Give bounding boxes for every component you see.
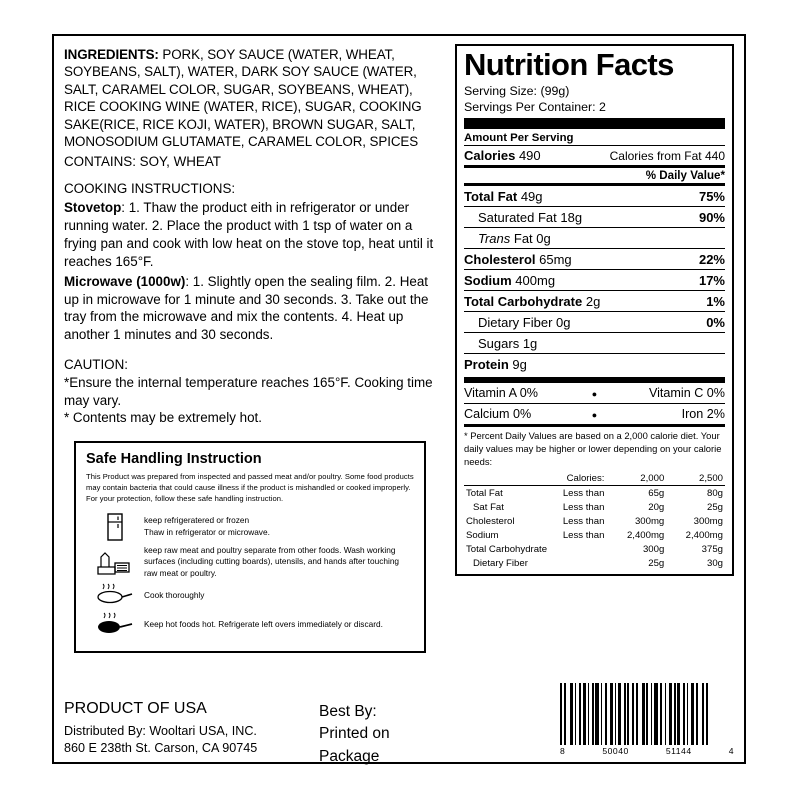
dv-col-blank (464, 471, 556, 486)
dv-2500: 80g (706, 487, 723, 499)
dv-label: Total Carbohydrate (466, 543, 548, 555)
best-by-label: Best By: (319, 703, 377, 720)
dv-2000: 300mg (634, 515, 665, 527)
amount-per-serving: Amount Per Serving (464, 132, 574, 145)
dv-table-row (464, 486, 725, 501)
barcode-area (560, 683, 734, 756)
dv-2500: 375g (701, 543, 723, 555)
distributor-block (64, 723, 257, 757)
dv-2500: 30g (706, 557, 723, 569)
dv-2000: 300g (642, 543, 665, 555)
dv-label: Cholesterol (466, 515, 515, 527)
dv-qual: Less than (562, 501, 605, 513)
cutting-board-icon (86, 547, 144, 577)
vitamin-row-1 (464, 383, 725, 403)
right-panel (447, 36, 744, 762)
safe-handling-row (86, 512, 414, 542)
barcode-digits (560, 746, 734, 756)
nutrient-pct: 1% (706, 293, 725, 309)
serving-size: Serving Size: (99g) (464, 83, 570, 98)
safe-handling-row-text: Cook thoroughly (144, 590, 205, 601)
calories-from-fat: Calories from Fat 440 (609, 149, 725, 164)
vitamin-c: Vitamin C 0% (648, 386, 725, 401)
product-of-text: PRODUCT OF USA (64, 700, 207, 717)
nutrient-row-total-fat (464, 183, 725, 206)
footer-left (54, 696, 447, 765)
safe-handling-row (86, 583, 414, 609)
hot-pan-icon (86, 612, 144, 638)
dv-2000: 25g (648, 557, 665, 569)
thick-divider (464, 118, 725, 129)
calories-label-value (464, 148, 541, 163)
nutrient-pct: 0% (706, 314, 725, 330)
nutrient-row-sodium (464, 269, 725, 290)
best-by-block (319, 701, 447, 768)
nutrient-name: Cholesterol 65mg (464, 251, 572, 267)
servings-per-container: Servings Per Container: 2 (464, 99, 606, 114)
safe-handling-rows (86, 512, 414, 638)
nutrient-row-cholesterol (464, 248, 725, 269)
microwave-label: Microwave (1000w) (64, 273, 186, 289)
nutrient-name: Sodium 400mg (464, 272, 556, 288)
barcode-left-digit: 8 (560, 746, 566, 756)
dv-qual: Less than (562, 515, 605, 527)
safe-handling-row (86, 545, 414, 580)
ingredients-header: INGREDIENTS: (64, 47, 159, 62)
dv-table-header (464, 471, 725, 486)
dv-table-row (464, 556, 725, 570)
separator-dot: ● (591, 389, 598, 400)
daily-value-table (464, 471, 725, 570)
nutrient-name: Total Fat 49g (464, 188, 543, 204)
nutrition-facts-panel (455, 44, 734, 576)
nutrient-pct: 22% (698, 251, 725, 267)
dv-label: Dietary Fiber (473, 557, 528, 569)
dv-2500: 300mg (693, 515, 723, 527)
dv-2000: 65g (648, 487, 665, 499)
calories-label: Calories (464, 148, 516, 164)
safe-handling-row-text: keep raw meat and poultry separate from other foods. Wash working surfaces (including cutting boards), utensils, and hands after touching raw meat or poultry. (144, 544, 400, 579)
nutrient-row-trans-fat (464, 227, 725, 248)
dv-col-2500: 2,500 (680, 471, 725, 486)
nutrient-row-dietary-fiber (464, 311, 725, 332)
safe-handling-body: This Product was prepared from inspected and passed meat and/or poultry. Some food products may contain bacteria that could cause illness if the product is mishandled or cooked improperly. For your protection, follow these safe handling instruction. (86, 472, 414, 503)
safe-handling-title: Safe Handling Instruction (86, 451, 262, 468)
safe-handling-row (86, 612, 414, 638)
nutrition-facts-title: Nutrition Facts (464, 47, 674, 82)
ingredients-block (64, 46, 439, 151)
vitamin-a: Vitamin A 0% (464, 386, 538, 401)
refrigerator-icon (86, 512, 144, 542)
dv-table-row (464, 542, 725, 556)
daily-value-footnote: * Percent Daily Values are based on a 2,000 calorie diet. Your daily values may be higher or lower depending on your calorie needs: (464, 430, 722, 467)
microwave-text: : 1. Slightly open the sealing film. 2. Heat up in microwave for 1 minute and 30 seconds. 3. Take out the tray from the microwave and mix the contents. 4. Heat up another 1 minutes and 30 seconds. (64, 273, 429, 343)
dv-2000: 2,400mg (626, 529, 665, 541)
barcode-group-2: 51144 (665, 746, 692, 756)
stovetop-instructions (64, 199, 439, 270)
nutrient-pct: 75% (698, 188, 725, 204)
safe-handling-row-text: keep refrigeratered or frozen Thaw in refrigerator or microwave. (144, 514, 270, 537)
dv-qual (556, 542, 620, 556)
dv-col-calories-label: Calories: (556, 471, 620, 486)
dv-qual (556, 556, 620, 570)
dv-qual: Less than (562, 529, 605, 541)
dv-label: Sodium (466, 529, 499, 541)
calories-value: 490 (518, 148, 541, 164)
nutrient-name: Trans Fat 0g (478, 230, 551, 246)
nutrient-name: Dietary Fiber 0g (478, 314, 571, 330)
dv-2000: 20g (648, 501, 665, 513)
safe-handling-box (74, 441, 426, 653)
safe-handling-row-text: Keep hot foods hot. Refrigerate left overs immediately or discard. (144, 619, 383, 630)
calcium: Calcium 0% (464, 407, 532, 422)
stovetop-label: Stovetop (64, 200, 122, 216)
dv-table-row (464, 528, 725, 542)
dv-table-row (464, 514, 725, 528)
skillet-icon (86, 583, 144, 609)
dv-label: Total Fat (466, 487, 503, 499)
dv-qual: Less than (562, 487, 605, 499)
distributed-by: Distributed By: Wooltari USA, INC. (64, 724, 257, 738)
daily-value-header: % Daily Value* (645, 169, 725, 183)
left-panel (54, 36, 447, 765)
caution-line-1: *Ensure the internal temperature reaches 165°F. Cooking time may vary. (64, 374, 433, 408)
nutrient-row-total-carbohydrate (464, 290, 725, 311)
nutrient-row-saturated-fat (464, 206, 725, 227)
dv-table-row (464, 500, 725, 514)
upc-barcode (560, 683, 734, 745)
nutrient-name: Saturated Fat 18g (478, 209, 583, 225)
calories-row (464, 146, 725, 165)
dv-label: Sat Fat (473, 501, 504, 513)
caution-block (64, 356, 439, 427)
contains-statement: CONTAINS: SOY, WHEAT (64, 153, 221, 169)
distributor-address: 860 E 238th St. Carson, CA 90745 (64, 741, 258, 756)
barcode-group-1: 50040 (602, 746, 629, 756)
nutrient-name: Sugars 1g (478, 335, 538, 351)
microwave-instructions (64, 273, 439, 344)
ingredients-text: PORK, SOY SAUCE (WATER, WHEAT, SOYBEANS, SALT), WATER, DARK SOY SAUCE (WATER, SALT, CARAMEL COLOR, SUGAR, SOYBEANS, WHEAT), RICE COOKING WINE (WATER, RICE), SUGAR, COOKING SAKE(RICE, RICE KOJI, WATER), BROWN SUGAR, SALT, MONOSODIUM GLUTAMATE, CARAMEL COLOR, SPICES (64, 47, 422, 150)
cooking-instructions-title: COOKING INSTRUCTIONS: (64, 180, 236, 196)
nutrient-pct: 90% (698, 209, 725, 225)
barcode-right-digit: 4 (728, 746, 734, 756)
separator-dot: ● (591, 410, 598, 421)
nutrient-row-sugars (464, 332, 725, 353)
nutrient-name: Protein 9g (464, 356, 527, 372)
caution-line-2: * Contents may be extremely hot. (64, 410, 262, 426)
best-by-value: Printed on Package (319, 725, 390, 765)
stovetop-text: : 1. Thaw the product eith in refrigerator or under running water. 2. Place the product with 1 tsp of water on a frying pan and cook with low heat on the stove top, heat until it reaches 165°F. (64, 200, 434, 269)
nutrient-row-protein (464, 353, 725, 374)
dv-2500: 2,400mg (685, 529, 723, 541)
iron: Iron 2% (681, 407, 725, 422)
caution-title: CAUTION: (64, 357, 128, 372)
nutrient-name: Total Carbohydrate 2g (464, 293, 601, 309)
dv-col-2000: 2,000 (620, 471, 680, 486)
nutrient-pct: 17% (698, 272, 725, 288)
product-label (52, 34, 746, 764)
vitamin-row-2 (464, 404, 725, 424)
dv-2500: 25g (706, 501, 723, 513)
